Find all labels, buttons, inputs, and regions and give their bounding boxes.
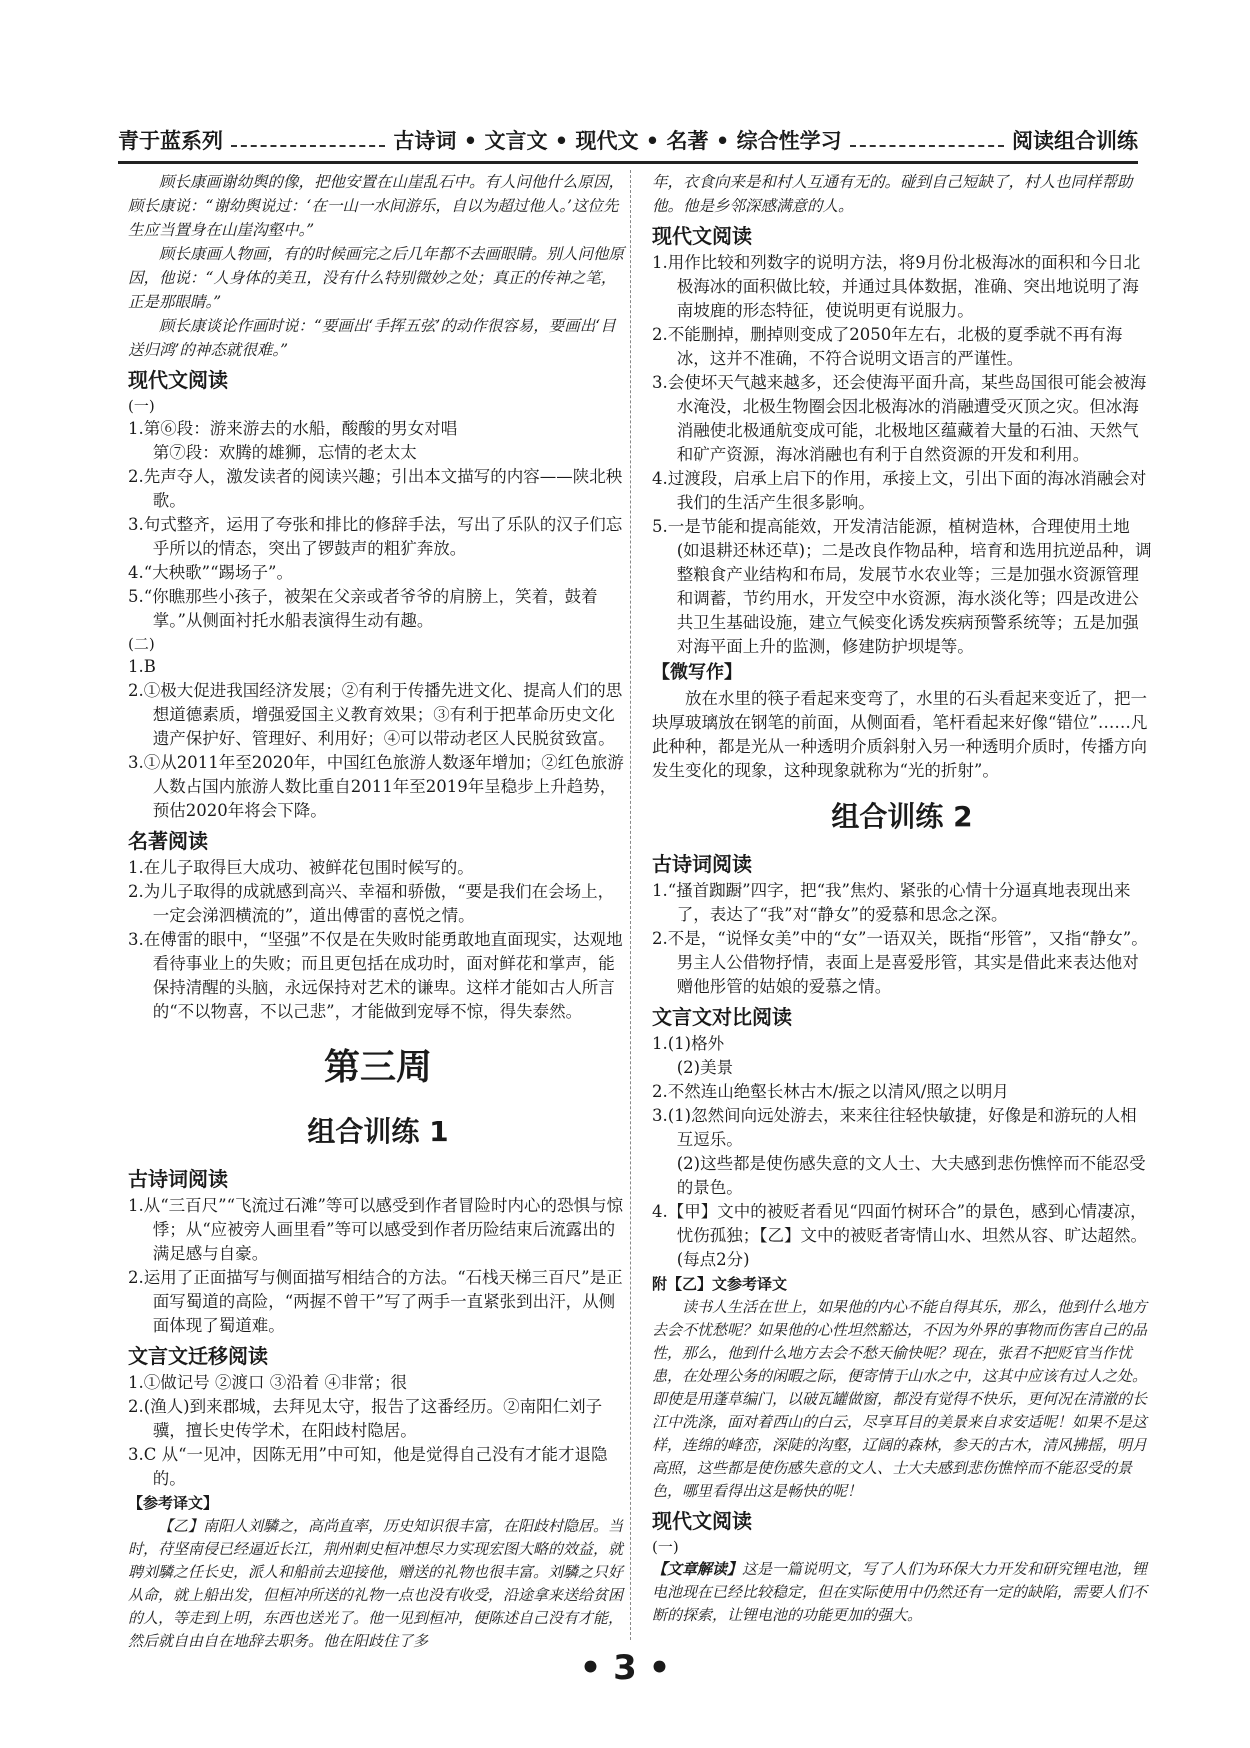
- left-column: [128, 170, 628, 1653]
- part-label: (二): [128, 635, 155, 653]
- section-title-modern: 现代文阅读: [652, 1509, 752, 1533]
- header-dash-right: [850, 145, 1004, 147]
- part-label: (一): [652, 1538, 679, 1556]
- answer-item: 3.C 从“一见冲，因陈无用”中可知，他是觉得自己没有才能才退隐的。: [128, 1445, 608, 1488]
- answer-item: 1.第⑥段：游来游去的水船，酸酸的男女对唱: [128, 419, 458, 438]
- answer-item: 2.运用了正面描写与侧面描写相结合的方法。“石栈天梯三百尺”是正面写蜀道的高险，“两握不曾干”写了两手一直紧张到出汗，从侧面体现了蜀道难。: [128, 1268, 623, 1335]
- section-title-wenyan: 文言文迁移阅读: [128, 1344, 268, 1368]
- answer-item: 2.不是，“说怿女美”中的“女”一语双关，既指“彤管”，又指“静女”。男主人公借物抒情，表面上是喜爱彤管，其实是借此来表达他对赠他彤管的姑娘的爱慕之情。: [652, 929, 1148, 996]
- section-title-modern: 现代文阅读: [652, 224, 752, 248]
- answer-item: 2.①极大促进我国经济发展；②有利于传播先进文化、提高人们的思想道德素质，增强爱国主义教育效果；③有利于把革命历史文化遗产保护好、管理好、利用好；④可以带动老区人民脱贫致富。: [128, 681, 623, 748]
- answer-item: 1.在儿子取得巨大成功、被鲜花包围时候写的。: [128, 858, 474, 877]
- reference-label: 【参考译文】: [128, 1494, 219, 1512]
- answer-item: 1.“搔首踟蹰”四字，把“我”焦灼、紧张的心情十分逼真地表现出来了，表达了“我”对“静女”的爱慕和思念之深。: [652, 881, 1131, 924]
- micro-writing-label: 【微写作】: [652, 662, 742, 683]
- page-number: • 3 •: [579, 1648, 671, 1688]
- answer-item: 3.会使坏天气越来越多，还会使海平面升高，某些岛国很可能会被海水淹没，北极生物圈会因北极海冰的消融遭受灭顶之灾。但冰海消融使北极通航变成可能，北极地区蕴藏着大量的石油、天然气和矿产资源，海冰消融也有利于自然资源的开发和利用。: [652, 373, 1147, 464]
- answer-item: 4.“大秧歌”“踢场子”。: [128, 563, 293, 582]
- section-title-modern: 现代文阅读: [128, 368, 228, 392]
- continued-text: 年，衣食向来是和村人互通有无的。碰到自己短缺了，村人也同样帮助他。他是乡邻深感满意的人。: [652, 173, 1133, 215]
- answer-item: 3.句式整齐，运用了夸张和排比的修辞手法，写出了乐队的汉子们忘乎所以的情态，突出了锣鼓声的粗犷奔放。: [128, 515, 623, 558]
- answer-item: 2.为儿子取得的成就感到高兴、幸福和骄傲，“要是我们在会场上，一定会涕泗横流的”，道出傅雷的喜悦之情。: [128, 882, 615, 925]
- answer-item: 5.一是节能和提高能效，开发清洁能源，植树造林，合理使用土地(如退耕还林还草)；二是改良作物品种，培育和选用抗逆品种，调整粮食产业结构和布局，发展节水农业等；三是加强水资源管理和调蓄，节约用水，开发空中水资源，海水淡化等；四是改进公共卫生基础设施，建立气候变化诱发疾病预警系统等；五是加强对海平面上升的监测，修建防护坝堤等。: [652, 517, 1152, 656]
- answer-item: 1.从“三百尺”“飞流过石滩”等可以感受到作者冒险时内心的恐惧与惊悸；从“应被旁人画里看”等可以感受到作者历险结束后流露出的满足感与自豪。: [128, 1196, 623, 1263]
- answer-item: 1.B: [128, 657, 156, 676]
- micro-writing-text: 放在水里的筷子看起来变弯了，水里的石头看起来变近了，把一块厚玻璃放在钢笔的前面，从侧面看，笔杆看起来好像“错位”……凡此种种，都是光从一种透明介质斜射入另一种透明介质时，传播方向发生变化的现象，这种现象就称为“光的折射”。: [652, 689, 1148, 780]
- column-divider: [630, 170, 631, 1640]
- set-title: 组合训练 1: [307, 1115, 449, 1148]
- answer-item: 3.(1)忽然间向远处游去，来来往往轻快敏捷，好像是和游玩的人相互逗乐。: [652, 1106, 1137, 1149]
- answer-item: (2)美景: [676, 1058, 734, 1077]
- answer-item: (2)这些都是使伤感失意的文人士、大夫感到悲伤憔悴而不能忍受的景色。: [676, 1154, 1146, 1197]
- answer-item: 第⑦段：欢腾的雄狮，忘情的老太太: [152, 443, 417, 462]
- section-title-compare: 文言文对比阅读: [652, 1005, 792, 1029]
- header-dash-left: [231, 145, 385, 147]
- intro-paragraph: 顾长康画人物画，有的时候画完之后几年都不去画眼睛。别人问他原因，他说：“人身体的美丑，没有什么特别微妙之处；真正的传神之笔，正是那眼睛。”: [128, 245, 625, 311]
- answer-item: 5.“你瞧那些小孩子，被架在父亲或者爷爷的肩膀上，笑着，鼓着掌。”从侧面衬托水船表演得生动有趣。: [128, 587, 598, 630]
- intro-paragraph: 顾长康画谢幼舆的像，把他安置在山崖乱石中。有人问他什么原因，顾长康说：“谢幼舆说过：‘在一山一水间游乐，自以为超过他人。’这位先生应当置身在山崖沟壑中。”: [128, 173, 625, 239]
- series-name: 青于蓝系列: [118, 129, 223, 153]
- section-title-poem: 古诗词阅读: [128, 1167, 228, 1191]
- part-label: (一): [128, 397, 155, 415]
- week-title: 第三周: [323, 1047, 432, 1088]
- answer-item: 2.不然连山绝壑长林古木/振之以清风/照之以明月: [652, 1082, 1009, 1101]
- analysis-text: 这是一篇说明文，写了人们为环保大力开发和研究锂电池，锂电池现在已经比较稳定，但在实际使用中仍然还有一定的缺陷，需要人们不断的探索，让锂电池的功能更加的强大。: [652, 1560, 1148, 1624]
- page-header: [118, 118, 1138, 164]
- header-training: 阅读组合训练: [1012, 129, 1138, 153]
- section-title-poem: 古诗词阅读: [652, 852, 752, 876]
- answer-item: 3.在傅雷的眼中，“坚强”不仅是在失败时能勇敢地直面现实，达观地看待事业上的失败；而且更包括在成功时，面对鲜花和掌声，能保持清醒的头脑，永远保持对艺术的谦卑。这样才能如古人所言的“不以物喜，不以己悲”，才能做到宠辱不惊，得失泰然。: [128, 930, 623, 1021]
- set-title: 组合训练 2: [831, 800, 973, 833]
- answer-item: 4.【甲】文中的被贬者看见“四面竹树环合”的景色，感到心情凄凉，忧伤孤独；【乙】文中的被贬者寄情山水、坦然从容、旷达超然。(每点2分): [652, 1202, 1147, 1269]
- intro-paragraph: 顾长康谈论作画时说：“要画出‘手挥五弦’的动作很容易，要画出‘目送归鸿’的神态就很难。”: [128, 317, 616, 359]
- answer-item: 4.过渡段，启承上启下的作用，承接上文，引出下面的海冰消融会对我们的生活产生很多影响。: [652, 469, 1147, 512]
- answer-item: 1.①做记号 ②渡口 ③沿着 ④非常；很: [128, 1373, 407, 1392]
- reference-text: 读书人生活在世上，如果他的内心不能自得其乐，那么，他到什么地方去会不忧愁呢？如果他的心性坦然豁达，不因为外界的事物而伤害自己的品性，那么，他到什么地方去会不愁天偷快呢？现在，张君不把贬官当作忧患，在处理公务的闲暇之际，便寄情于山水之中，这其中应该有过人之处。即使是用蓬草编门，以破瓦罐做窗，都没有觉得不快乐，更何况在清澈的长江中洗涤，面对着西山的白云，尽享耳目的美景来自求安适呢！如果不是这样，连绵的峰峦，深陡的沟壑，辽阔的森林，参天的古木，清风拂摇，明月高照，这些都是使伤感失意的文人、士大夫感到悲伤憔悴而不能忍受的景色，哪里看得出这是畅快的呢！: [652, 1298, 1148, 1500]
- answer-item: 2.(渔人)到来郡城，去拜见太守，报告了这番经历。②南阳仁刘子骥，擅长史传学术，在阳歧村隐居。: [128, 1397, 603, 1440]
- header-topics: 古诗词 • 文言文 • 现代文 • 名著 • 综合性学习: [393, 129, 842, 153]
- reference-text: 【乙】南阳人刘驎之，高尚直率，历史知识很丰富，在阳歧村隐居。当时，苻坚南侵已经逼近长江，荆州刺史桓冲想尽力实现宏图大略的效益，就聘刘驎之任长史，派人和船前去迎接他，赠送的礼物也很丰富。刘驎之只好从命，就上船出发，但桓冲所送的礼物一点也没有收受，沿途拿来送给贫困的人，等走到上明，东西也送光了。他一见到桓冲，便陈述自己没有才能，然后就自由自在地辞去职务。他在阳歧住了多: [128, 1517, 624, 1650]
- right-column: [652, 170, 1152, 1627]
- answer-item: 2.先声夺人，激发读者的阅读兴趣；引出本文描写的内容——陕北秧歌。: [128, 467, 623, 510]
- answer-item: 1.用作比较和列数字的说明方法，将9月份北极海冰的面积和今日北极海冰的面积做比较，并通过具体数据，准确、突出地说明了海南坡鹿的形态特征，使说明更有说服力。: [652, 253, 1141, 320]
- analysis-label: 【文章解读】: [652, 1560, 743, 1578]
- answer-item: 3.①从2011年至2020年，中国红色旅游人数逐年增加；②红色旅游人数占国内旅游人数比重自2011年至2019年呈稳步上升趋势，预估2020年将会下降。: [128, 753, 624, 820]
- answer-item: 2.不能删掉，删掉则变成了2050年左右，北极的夏季就不再有海冰，这并不准确，不符合说明文语言的严谨性。: [652, 325, 1123, 368]
- answer-item: 1.(1)格外: [652, 1034, 725, 1053]
- section-title-classic: 名著阅读: [128, 829, 208, 853]
- reference-label: 附【乙】文参考译文: [652, 1275, 788, 1293]
